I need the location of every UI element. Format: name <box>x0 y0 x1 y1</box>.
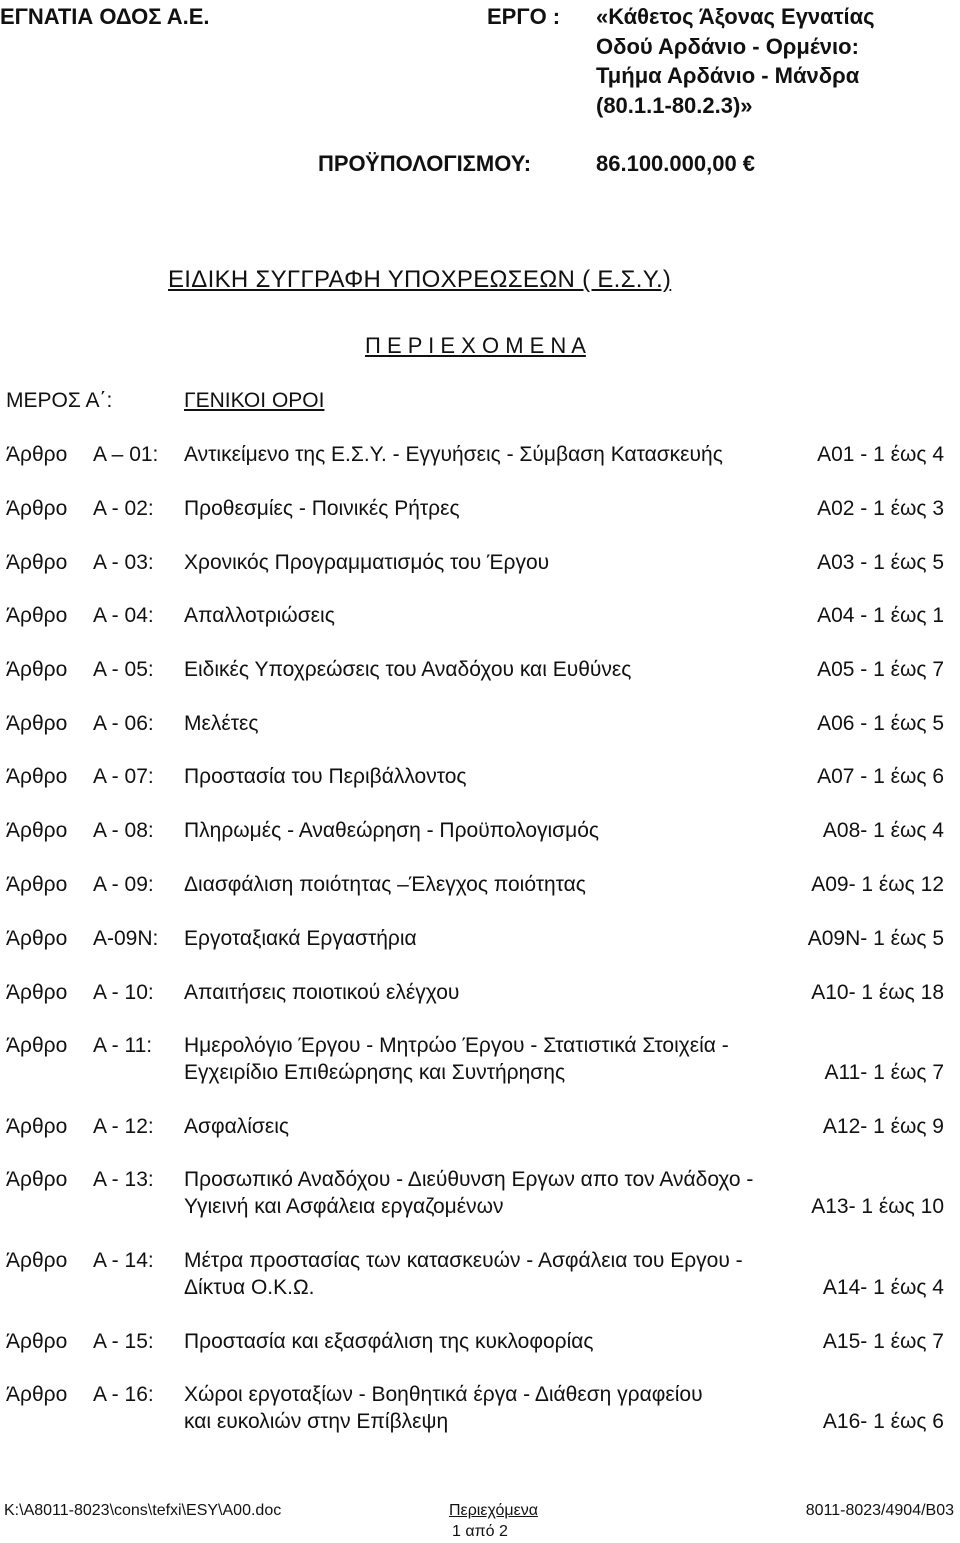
part-label: ΜΕΡΟΣ Α΄: <box>6 389 113 412</box>
article-word: Άρθρο <box>6 443 68 466</box>
article-word: Άρθρο <box>6 1034 68 1057</box>
footer-doc-code: 8011-8023/4904/Β03 <box>805 1502 954 1519</box>
article-word: Άρθρο <box>6 1330 68 1353</box>
article-word: Άρθρο <box>6 1115 68 1138</box>
project-line-4: (80.1.1-80.2.3)» <box>596 93 753 118</box>
article-code: Α - 04: <box>93 604 154 627</box>
project-line-2: Οδού Αρδάνιο - Ορμένιο: <box>596 34 859 59</box>
article-title: Αντικείμενο της Ε.Σ.Υ. - Εγγυήσεις - Σύμβαση Κατασκευής <box>184 443 723 466</box>
article-title-line-2: και ευκολιών στην Επίβλεψη <box>184 1410 449 1433</box>
article-title-line-2: Υγιεινή και Ασφάλεια εργαζομένων <box>184 1195 504 1218</box>
article-pages: Α13- 1 έως 10 <box>811 1195 944 1218</box>
article-code: Α - 12: <box>93 1115 154 1138</box>
article-word: Άρθρο <box>6 765 68 788</box>
article-word: Άρθρο <box>6 497 68 520</box>
article-code: Α - 13: <box>93 1168 154 1191</box>
article-word: Άρθρο <box>6 873 68 896</box>
article-title: Απαλλοτριώσεις <box>184 604 335 627</box>
article-word: Άρθρο <box>6 658 68 681</box>
article-pages: Α04 - 1 έως 1 <box>817 604 944 627</box>
article-code: Α – 01: <box>93 443 159 466</box>
article-title: Ειδικές Υποχρεώσεις του Αναδόχου και Ευθύνες <box>184 658 632 681</box>
footer-page-number: 1 από 2 <box>452 1523 508 1540</box>
article-title-line-2: Δίκτυα Ο.Κ.Ω. <box>184 1276 315 1299</box>
article-title: Προστασία και εξασφάλιση της κυκλοφορίας <box>184 1330 594 1353</box>
article-title: Μέτρα προστασίας των κατασκευών - Ασφάλεια του Εργου - <box>184 1249 743 1272</box>
article-word: Άρθρο <box>6 1383 68 1406</box>
article-pages: Α01 - 1 έως 4 <box>817 443 944 466</box>
article-code: Α - 08: <box>93 819 154 842</box>
company-name: ΕΓΝΑΤΙΑ ΟΔΟΣ Α.Ε. <box>0 4 210 29</box>
article-word: Άρθρο <box>6 604 68 627</box>
article-title: Εργοταξιακά Εργαστήρια <box>184 927 417 950</box>
article-code: Α - 02: <box>93 497 154 520</box>
article-pages: Α16- 1 έως 6 <box>822 1410 944 1433</box>
article-code: Α - 14: <box>93 1249 154 1272</box>
article-pages: Α05 - 1 έως 7 <box>817 658 944 681</box>
article-pages: Α06 - 1 έως 5 <box>817 712 944 735</box>
article-pages: Α03 - 1 έως 5 <box>817 551 944 574</box>
article-code: Α - 06: <box>93 712 154 735</box>
article-pages: Α02 - 1 έως 3 <box>817 497 944 520</box>
article-code: Α - 03: <box>93 551 154 574</box>
article-title: Μελέτες <box>184 712 259 735</box>
article-word: Άρθρο <box>6 712 68 735</box>
article-pages: Α14- 1 έως 4 <box>822 1276 944 1299</box>
article-pages: Α12- 1 έως 9 <box>822 1115 944 1138</box>
article-title: Προστασία του Περιβάλλοντος <box>184 765 467 788</box>
article-code: Α - 11: <box>93 1034 153 1057</box>
article-pages: Α10- 1 έως 18 <box>811 981 944 1004</box>
article-title: Ασφαλίσεις <box>184 1115 289 1138</box>
project-line-3: Τμήμα Αρδάνιο - Μάνδρα <box>596 63 860 88</box>
article-pages: Α09- 1 έως 12 <box>811 873 944 896</box>
article-title: Πληρωμές - Αναθεώρηση - Προϋπολογισμός <box>184 819 600 842</box>
article-code: Α-09Ν: <box>93 927 159 950</box>
article-pages: Α09Ν- 1 έως 5 <box>807 927 944 950</box>
article-word: Άρθρο <box>6 1249 68 1272</box>
article-code: Α - 10: <box>93 981 154 1004</box>
article-pages: Α11- 1 έως 7 <box>824 1061 944 1084</box>
article-word: Άρθρο <box>6 819 68 842</box>
document-title: ΕΙΔΙΚΗ ΣΥΓΓΡΑΦΗ ΥΠΟΧΡΕΩΣΕΩΝ ( Ε.Σ.Υ.) <box>168 266 672 293</box>
project-line-1: «Κάθετος Άξονας Εγνατίας <box>596 4 875 29</box>
contents-heading: Π Ε Ρ Ι Ε Χ Ο Μ Ε Ν Α <box>365 333 586 358</box>
article-code: Α - 05: <box>93 658 154 681</box>
article-code: Α - 16: <box>93 1383 154 1406</box>
article-pages: Α08- 1 έως 4 <box>822 819 944 842</box>
article-word: Άρθρο <box>6 981 68 1004</box>
article-title: Χώροι εργοταξίων - Βοηθητικά έργα - Διάθεση γραφείου <box>184 1383 703 1406</box>
article-code: Α - 07: <box>93 765 154 788</box>
article-pages: Α15- 1 έως 7 <box>822 1330 944 1353</box>
budget-value: 86.100.000,00 € <box>596 151 756 176</box>
article-title: Χρονικός Προγραμματισμός του Έργου <box>184 551 550 574</box>
project-label: ΕΡΓΟ : <box>487 4 561 29</box>
article-code: Α - 15: <box>93 1330 154 1353</box>
article-pages: Α07 - 1 έως 6 <box>817 765 944 788</box>
article-word: Άρθρο <box>6 1168 68 1191</box>
budget-label: ΠΡΟΫΠΟΛΟΓΙΣΜΟΥ: <box>318 151 532 176</box>
article-code: Α - 09: <box>93 873 154 896</box>
part-name: ΓΕΝΙΚΟΙ ΟΡΟΙ <box>184 389 325 412</box>
article-title: Προσωπικό Αναδόχου - Διεύθυνση Εργων απο τον Ανάδοχο - <box>184 1168 754 1191</box>
article-title-line-2: Εγχειρίδιο Επιθεώρησης και Συντήρησης <box>184 1061 566 1084</box>
article-word: Άρθρο <box>6 927 68 950</box>
footer-section-name: Περιεχόμενα <box>449 1502 538 1519</box>
footer-file-path: K:\A8011-8023\cons\tefxi\ESY\A00.doc <box>4 1502 282 1519</box>
article-title: Απαιτήσεις ποιοτικού ελέγχου <box>184 981 460 1004</box>
article-title: Διασφάλιση ποιότητας –Έλεγχος ποιότητας <box>184 873 586 896</box>
article-title: Προθεσμίες - Ποινικές Ρήτρες <box>184 497 460 520</box>
article-word: Άρθρο <box>6 551 68 574</box>
article-title: Ημερολόγιο Έργου - Μητρώο Έργου - Στατιστικά Στοιχεία - <box>184 1034 729 1057</box>
